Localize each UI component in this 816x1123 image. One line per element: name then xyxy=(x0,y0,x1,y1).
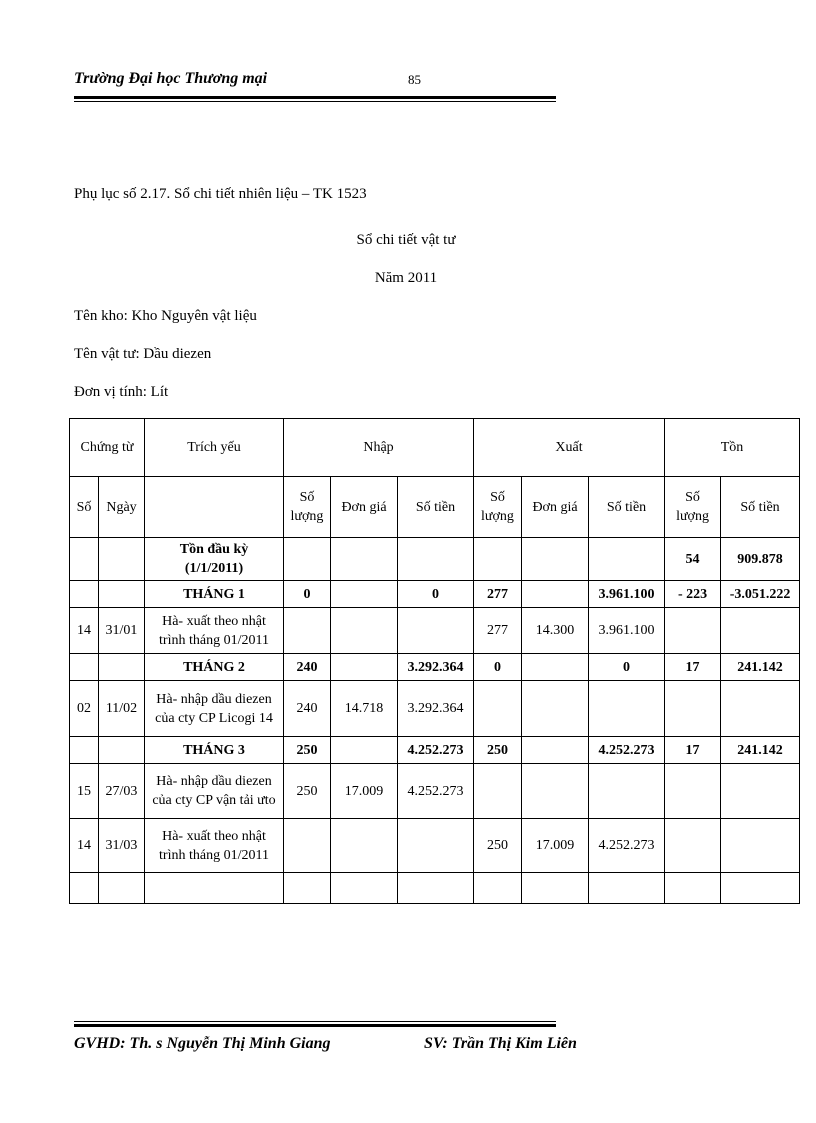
opening-label: Tồn đầu kỳ (1/1/2011) xyxy=(145,538,284,581)
in-amount: 4.252.273 xyxy=(398,764,474,819)
table-row xyxy=(70,873,800,904)
material-name: Tên vật tư: Dầu diezen xyxy=(74,346,212,362)
in-qty: 0 xyxy=(284,581,331,608)
header-import: Nhập xyxy=(284,419,474,477)
in-qty: 250 xyxy=(284,737,331,764)
header-row-1 xyxy=(70,419,800,477)
out-amount: 4.252.273 xyxy=(589,737,665,764)
appendix-title: Phụ lục số 2.17. Sổ chi tiết nhiên liệu – TK 1523 xyxy=(74,186,367,202)
table-row xyxy=(70,764,800,819)
header-in-price: Đơn giá xyxy=(331,477,398,538)
voucher-date: 11/02 xyxy=(99,681,145,737)
header-out-qty: Số lượng xyxy=(474,477,522,538)
header-out-price: Đơn giá xyxy=(522,477,589,538)
header-export: Xuất xyxy=(474,419,665,477)
in-qty: 240 xyxy=(284,654,331,681)
in-price: 17.009 xyxy=(331,764,398,819)
student-name: SV: Trần Thị Kim Liên xyxy=(424,1035,577,1052)
header-row-2 xyxy=(70,477,800,538)
footer-rule-thin xyxy=(74,1021,556,1022)
table-row xyxy=(70,737,800,764)
ledger-title: Sổ chi tiết vật tư xyxy=(356,232,456,248)
out-amount: 0 xyxy=(589,654,665,681)
header-summary: Trích yếu xyxy=(145,419,284,477)
table-row xyxy=(70,608,800,654)
header-number: Số xyxy=(70,477,99,538)
out-amount: 3.961.100 xyxy=(589,581,665,608)
ledger-year: Năm 2011 xyxy=(374,270,438,286)
bal-amount: 241.142 xyxy=(721,737,800,764)
out-amount: 4.252.273 xyxy=(589,819,665,873)
warehouse-name: Tên kho: Kho Nguyên vật liệu xyxy=(74,308,257,324)
voucher-number: 02 xyxy=(70,681,99,737)
month-label: THÁNG 3 xyxy=(145,737,284,764)
voucher-number: 15 xyxy=(70,764,99,819)
out-qty: 277 xyxy=(474,581,522,608)
header-bal-qty: Số lượng xyxy=(665,477,721,538)
table-row xyxy=(70,654,800,681)
header-empty xyxy=(145,477,284,538)
table-row xyxy=(70,581,800,608)
in-amount: 3.292.364 xyxy=(398,654,474,681)
month-label: THÁNG 1 xyxy=(145,581,284,608)
opening-bal-qty: 54 xyxy=(665,538,721,581)
in-amount: 0 xyxy=(398,581,474,608)
in-qty: 240 xyxy=(284,681,331,737)
bal-amount: -3.051.222 xyxy=(721,581,800,608)
header-rule xyxy=(74,96,556,99)
material-ledger-table xyxy=(69,418,800,904)
in-amount: 4.252.273 xyxy=(398,737,474,764)
header-date: Ngày xyxy=(99,477,145,538)
voucher-date: 27/03 xyxy=(99,764,145,819)
header-in-qty: Số lượng xyxy=(284,477,331,538)
bal-qty: - 223 xyxy=(665,581,721,608)
out-amount: 3.961.100 xyxy=(589,608,665,654)
footer-rule xyxy=(74,1024,556,1027)
out-price: 14.300 xyxy=(522,608,589,654)
month-label: THÁNG 2 xyxy=(145,654,284,681)
description: Hà- xuất theo nhật trình tháng 01/2011 xyxy=(145,819,284,873)
in-amount: 3.292.364 xyxy=(398,681,474,737)
opening-bal-amount: 909.878 xyxy=(721,538,800,581)
bal-qty: 17 xyxy=(665,737,721,764)
header-balance: Tồn xyxy=(665,419,800,477)
school-name: Trường Đại học Thương mại xyxy=(74,70,268,87)
voucher-number: 14 xyxy=(70,819,99,873)
out-qty: 0 xyxy=(474,654,522,681)
header-rule-thin xyxy=(74,101,556,102)
header-bal-amount: Số tiền xyxy=(721,477,800,538)
description: Hà- nhập dầu diezen của cty CP Licogi 14 xyxy=(145,681,284,737)
in-qty: 250 xyxy=(284,764,331,819)
header-out-amount: Số tiền xyxy=(589,477,665,538)
in-price: 14.718 xyxy=(331,681,398,737)
voucher-date: 31/03 xyxy=(99,819,145,873)
header-voucher: Chứng từ xyxy=(70,419,145,477)
advisor-name: GVHD: Th. s Nguyễn Thị Minh Giang xyxy=(74,1035,331,1052)
description: Hà- xuất theo nhật trình tháng 01/2011 xyxy=(145,608,284,654)
bal-amount: 241.142 xyxy=(721,654,800,681)
table-row xyxy=(70,819,800,873)
table-row xyxy=(70,538,800,581)
table-row xyxy=(70,681,800,737)
unit-of-measure: Đơn vị tính: Lít xyxy=(74,384,169,400)
header-in-amount: Số tiền xyxy=(398,477,474,538)
out-qty: 250 xyxy=(474,819,522,873)
page-number: 85 xyxy=(408,72,421,87)
voucher-number: 14 xyxy=(70,608,99,654)
out-price: 17.009 xyxy=(522,819,589,873)
out-qty: 277 xyxy=(474,608,522,654)
voucher-date: 31/01 xyxy=(99,608,145,654)
bal-qty: 17 xyxy=(665,654,721,681)
description: Hà- nhập dầu diezen của cty CP vận tải ưto xyxy=(145,764,284,819)
out-qty: 250 xyxy=(474,737,522,764)
